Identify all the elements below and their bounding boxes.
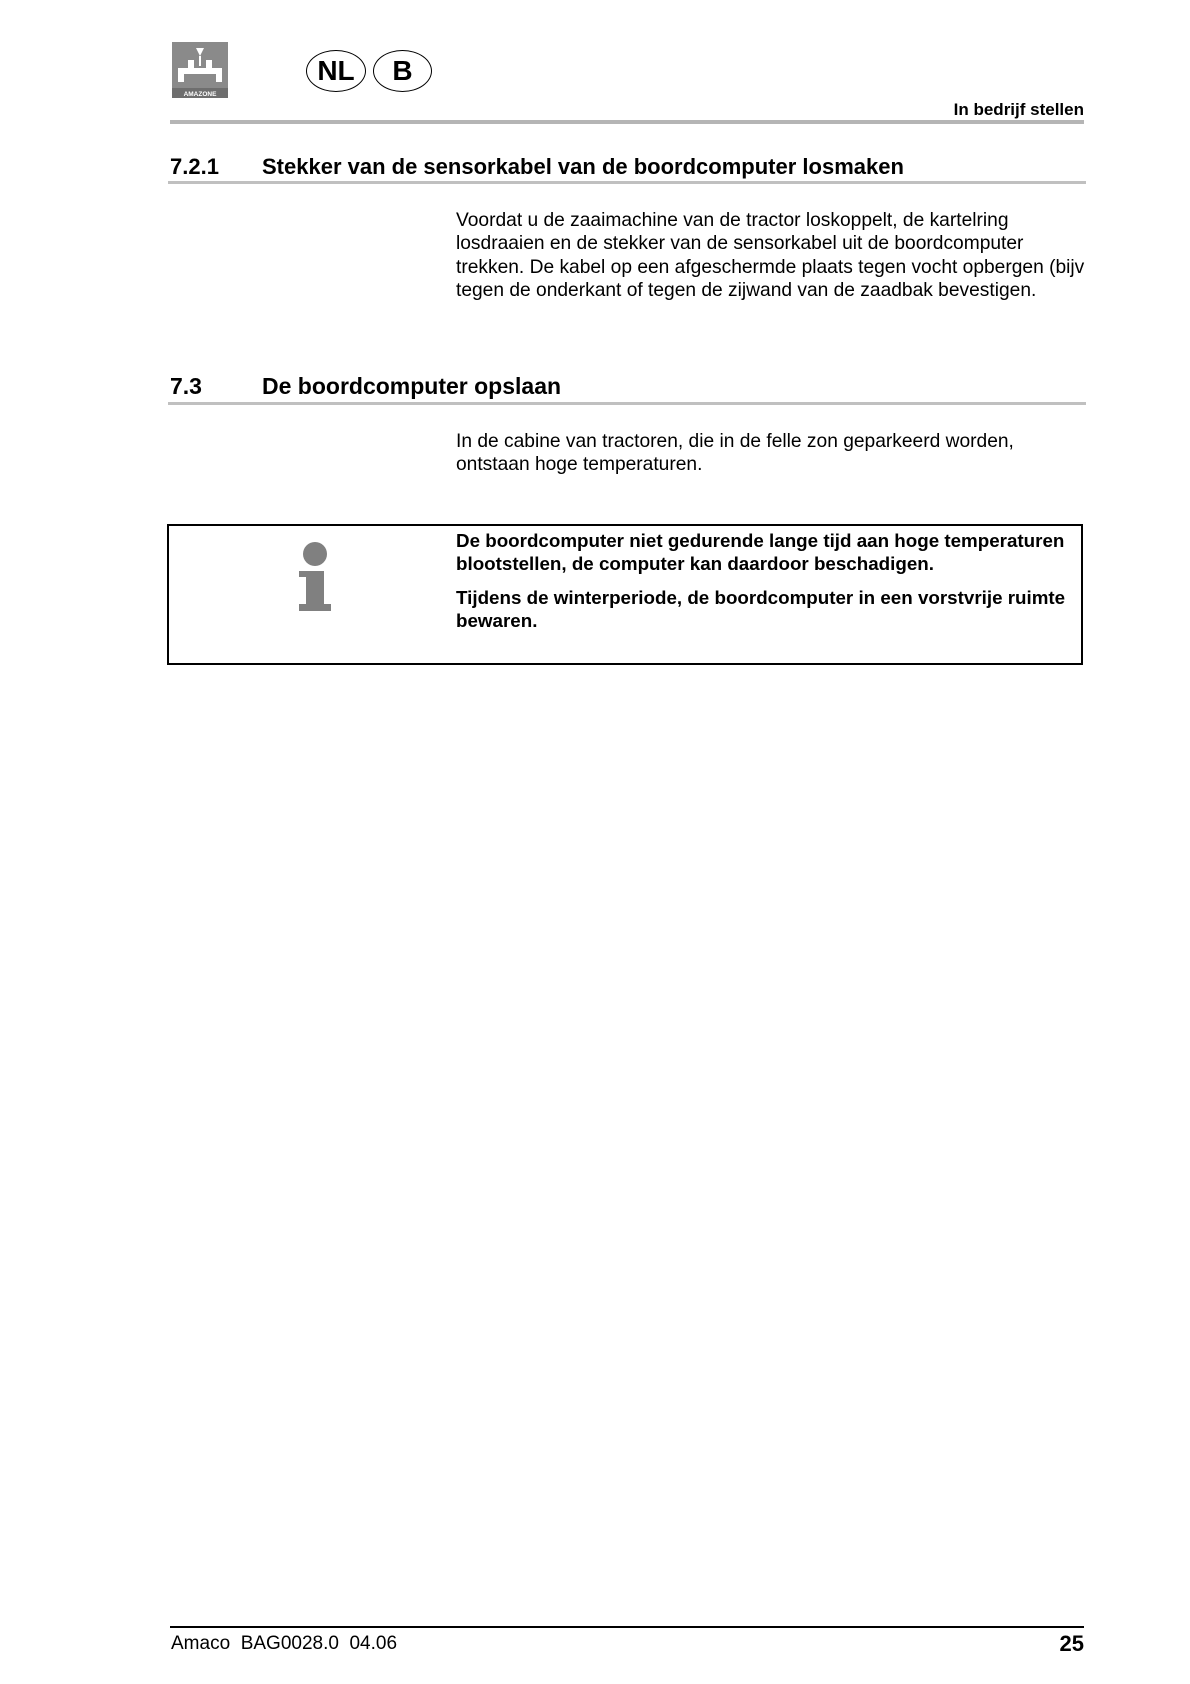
- footer-document-ref: Amaco BAG0028.0 04.06: [171, 1633, 398, 1654]
- country-badge-nl: NL: [306, 50, 366, 92]
- section-body: Voordat u de zaaimachine van de tractor loskoppelt, de kartelring losdraaien en de stekker van de sensorkabel uit de boordcomputer trekken. De kabel op een afgeschermde plaats tegen vocht opbergen (bijv tegen de onderkant of tegen de zijwand van de zaadbak bevestigen.: [456, 210, 1085, 301]
- svg-text:AMAZONE: AMAZONE: [183, 91, 217, 98]
- page-number: 25: [1059, 1631, 1084, 1656]
- notice-text: [456, 529, 1066, 643]
- country-badge-b: B: [373, 50, 432, 92]
- section-number: 7.2.1: [170, 154, 219, 179]
- info-icon: [295, 542, 335, 612]
- notice-paragraph: Tijdens de winterperiode, de boordcomputer in een vorstvrije ruimte bewaren.: [456, 587, 1066, 631]
- section-title: Stekker van de sensorkabel van de boordcomputer losmaken: [262, 154, 904, 179]
- info-notice-box: [167, 524, 1083, 665]
- section-rule: [168, 181, 1086, 184]
- header-rule: [170, 120, 1084, 124]
- section-body: In de cabine van tractoren, die in de felle zon geparkeerd worden, ontstaan hoge temperaturen.: [456, 431, 1014, 476]
- section-number: 7.3: [170, 373, 202, 399]
- section-rule: [168, 402, 1086, 405]
- notice-paragraph: De boordcomputer niet gedurende lange tijd aan hoge temperaturen blootstellen, de computer kan daardoor beschadigen.: [456, 530, 1065, 574]
- section-title: De boordcomputer opslaan: [262, 373, 562, 399]
- footer-rule: [170, 1626, 1084, 1628]
- running-header: In bedrijf stellen: [953, 100, 1084, 119]
- amazone-logo-icon: [172, 42, 228, 98]
